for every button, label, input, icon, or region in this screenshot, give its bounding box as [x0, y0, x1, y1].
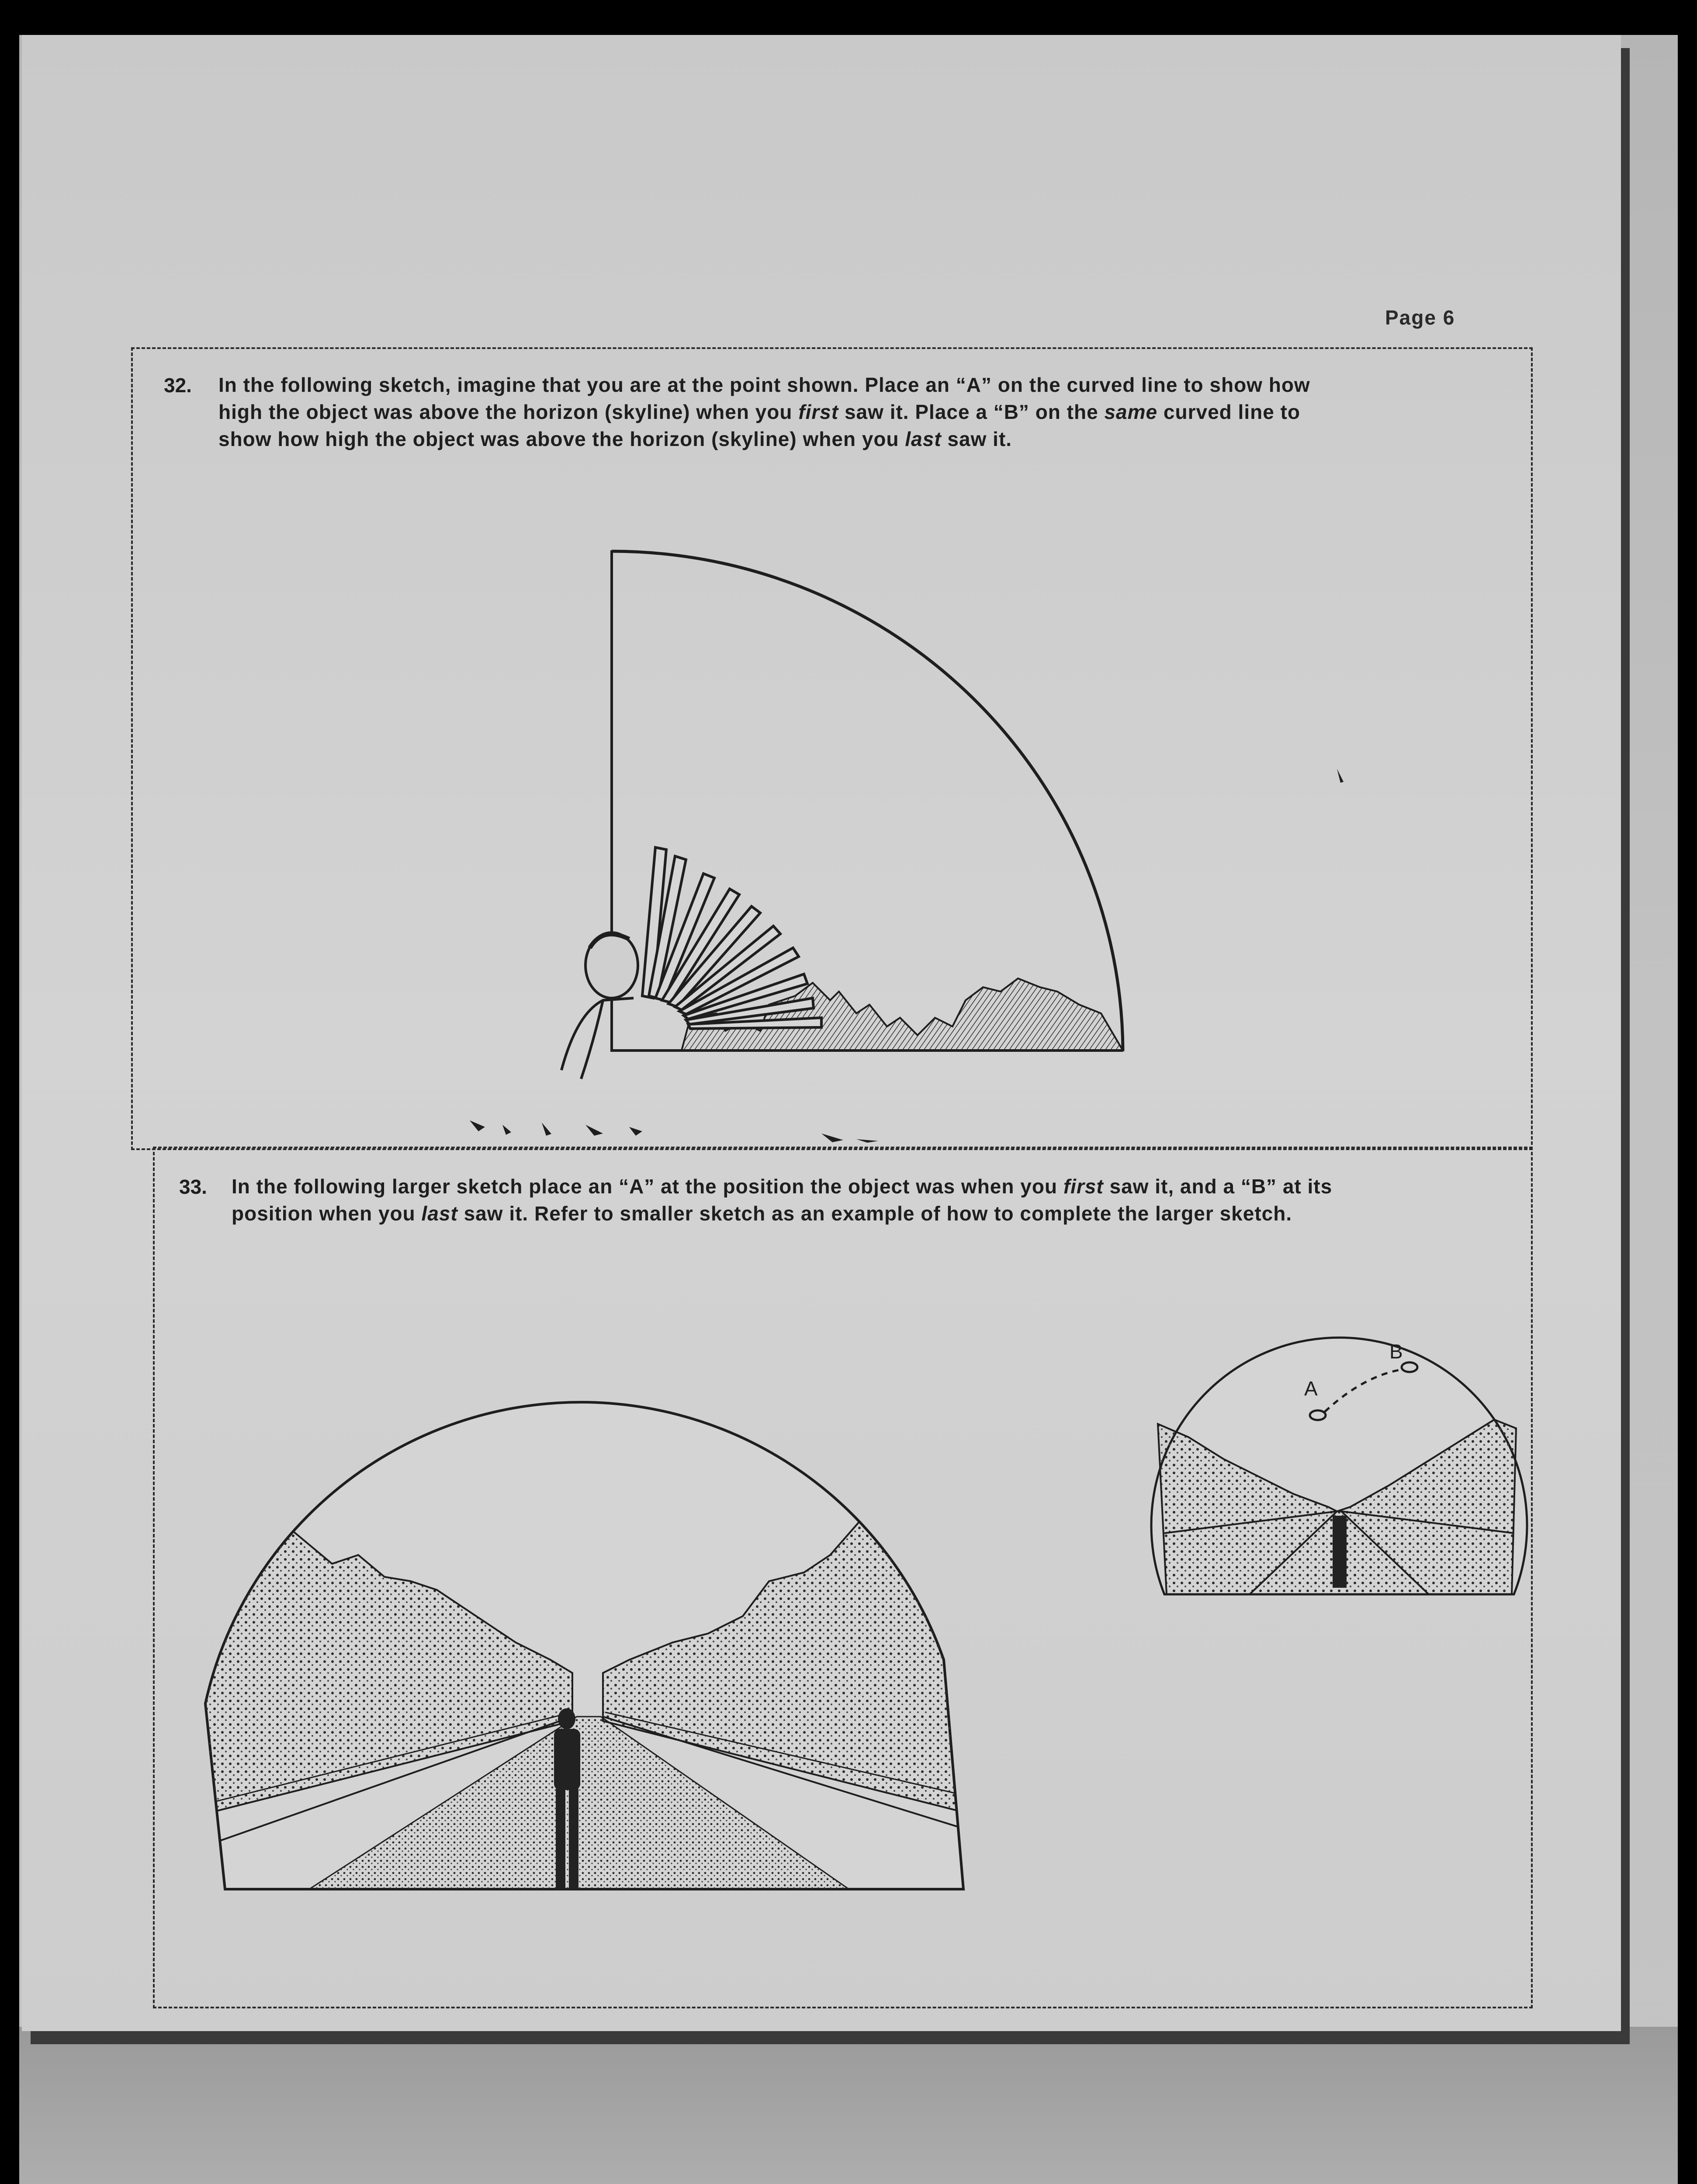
example-sketch	[1151, 1337, 1527, 1594]
page-number: Page 6	[1385, 306, 1455, 329]
q33-line-2: position when you last saw it. Refer to smaller sketch as an example of how to complete the larger sketch.	[232, 1202, 1292, 1225]
observer-figure	[561, 933, 638, 1079]
example-man	[1333, 1516, 1347, 1588]
q33-line-1: In the following larger sketch place an “A” at the position the object was when you first saw it, and a “B” at its	[232, 1175, 1333, 1198]
quadrant-sketch	[470, 550, 1344, 1143]
pointing-hands	[642, 847, 821, 1029]
question-32-number: 32.	[164, 374, 192, 397]
example-label-b: B	[1389, 1340, 1403, 1363]
q32-line-3: show how high the object was above the horizon (skyline) when you last saw it.	[218, 428, 1012, 450]
q32-line-2: high the object was above the horizon (skyline) when you first saw it. Place a “B” on the same curved line to	[218, 401, 1300, 423]
large-street-sketch	[188, 1402, 983, 1891]
example-label-a: A	[1304, 1377, 1318, 1400]
q32-line-1: In the following sketch, imagine that you are at the point shown. Place an “A” on the curved line to show how	[218, 373, 1310, 396]
question-33-number: 33.	[179, 1175, 207, 1198]
